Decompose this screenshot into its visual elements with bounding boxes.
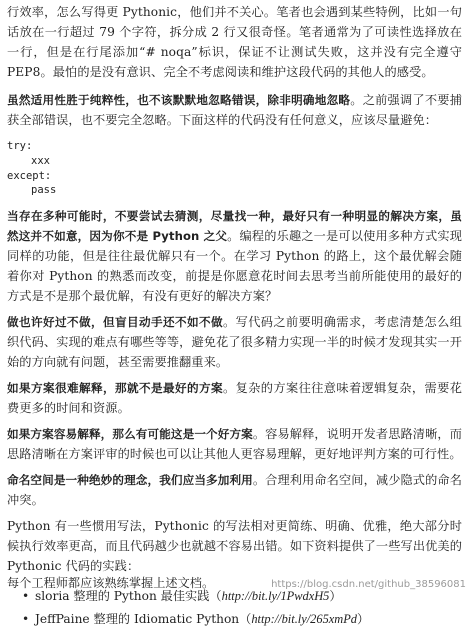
code-line-pass: pass: [31, 184, 57, 197]
paragraph-idioms: Python 有一些惯用写法，Pythonic 的写法相对更简练、明确、优雅，绝大部分时候执行效率更高，而且代码越少也就越不容易出错。如下资料提供了一些写出优美的 Pythonic 代码的实践：: [7, 519, 462, 574]
paragraph-one-way-heading: 当存在多种可能时，不要尝试去猜测，尽量找一种，最好只有一种明显的解决方案，虽然这并不如意，因为你不是 Python 之父: [7, 209, 462, 244]
code-line-except: except:: [7, 169, 52, 182]
code-line-try: try:: [7, 140, 33, 152]
paragraph-namespaces-text: 。合理利用命名空间，减少隐式的命名冲突。: [7, 473, 462, 508]
paragraph-one-way-text: 。编程的乐趣之一是可以使用多种方式实现同样的功能，但是往往最优解只有一个。在学习 Python 的路上，这个最优解会随着你对 Python 的熟悉而改变，前提是你愿意花时间去思考当前所能使用的最好的方式是不是那个最优解，有没有更好的解决方案？: [7, 229, 462, 304]
list-item: [7, 608, 462, 631]
resource-link[interactable]: http://bit.ly/265xmPd: [251, 612, 357, 627]
paragraph-now-never: [7, 312, 462, 372]
paragraph-errors-heading: 虽然适用性胜于纯粹性，也不该默默地忽略错误，除非明确地忽略: [7, 93, 351, 107]
resource-list: [7, 585, 462, 631]
paragraph-easy-explain-text: 。容易解释，说明开发者思路清晰，而思路清晰在方案评审的时候也可以让其他人更容易理解，更好地评判方案的可行性。: [7, 427, 462, 462]
list-item-end: ）: [329, 589, 342, 604]
paragraph-closing: 每个工程师都应该熟练掌握上述文档。: [7, 576, 215, 590]
paragraph-errors-text: 。之前强调了不要捕获全部错误，也不要完全忽略。下面这样的代码没有任何意义，应该尽量避免：: [7, 93, 462, 127]
watermark: https://blog.csdn.net/github_38596081: [271, 579, 466, 590]
list-item-text: JeffPaine 整理的 Idiomatic Python（: [35, 612, 252, 627]
paragraph-errors: [7, 90, 462, 130]
paragraph-now-never-text: 。写代码之前要明确需求，考虑清楚怎么组织代码、实现的难点有哪些等等，避免花了很多精力实现一半的时候才发现其实一开始的方向就有问题，甚至需要推翻重来。: [7, 315, 462, 370]
resource-link[interactable]: http://bit.ly/1PwdxH5: [221, 589, 330, 604]
code-line-body: xxx: [31, 154, 50, 167]
paragraph-easy-explain-heading: 如果方案容易解释，那么有可能这是一个好方案: [7, 427, 253, 442]
bullet-icon: •: [22, 589, 30, 604]
paragraph-hard-explain: [7, 378, 462, 418]
list-item-end: ）: [356, 612, 370, 627]
paragraph-pep8: 行效率，怎么写得更 Pythonic，他们并不关心。笔者也会遇到某些特例，比如一句话放在一行超过 79 个字符，拆分成 2 行又很奇怪。笔者通常为了可读性选择放在一行，但是在行尾添加“# noqa”标识，保证不让测试失败，这并没有完全遵守 PEP8。最怕的是没有意识、完全不考虑阅读和维护这段代码的其他人的感受。: [7, 5, 462, 79]
paragraph-hard-explain-text: 。复杂的方案往往意味着逻辑复杂，需要花费更多的时间和资源。: [7, 381, 462, 416]
list-item-text: sloria 整理的 Python 最佳实践（: [35, 589, 222, 604]
paragraph-easy-explain: [7, 424, 462, 464]
paragraph-now-never-heading: 做也许好过不做，但盲目动手还不如不做: [7, 315, 224, 330]
paragraph-namespaces-heading: 命名空间是一种绝妙的理念，我们应当多加利用: [7, 473, 253, 488]
bullet-icon: •: [22, 612, 30, 627]
paragraph-one-way: [7, 206, 462, 306]
paragraph-namespaces: [7, 470, 462, 510]
paragraph-hard-explain-heading: 如果方案很难解释，那就不是最好的方案: [7, 381, 224, 396]
code-block: [7, 139, 462, 198]
